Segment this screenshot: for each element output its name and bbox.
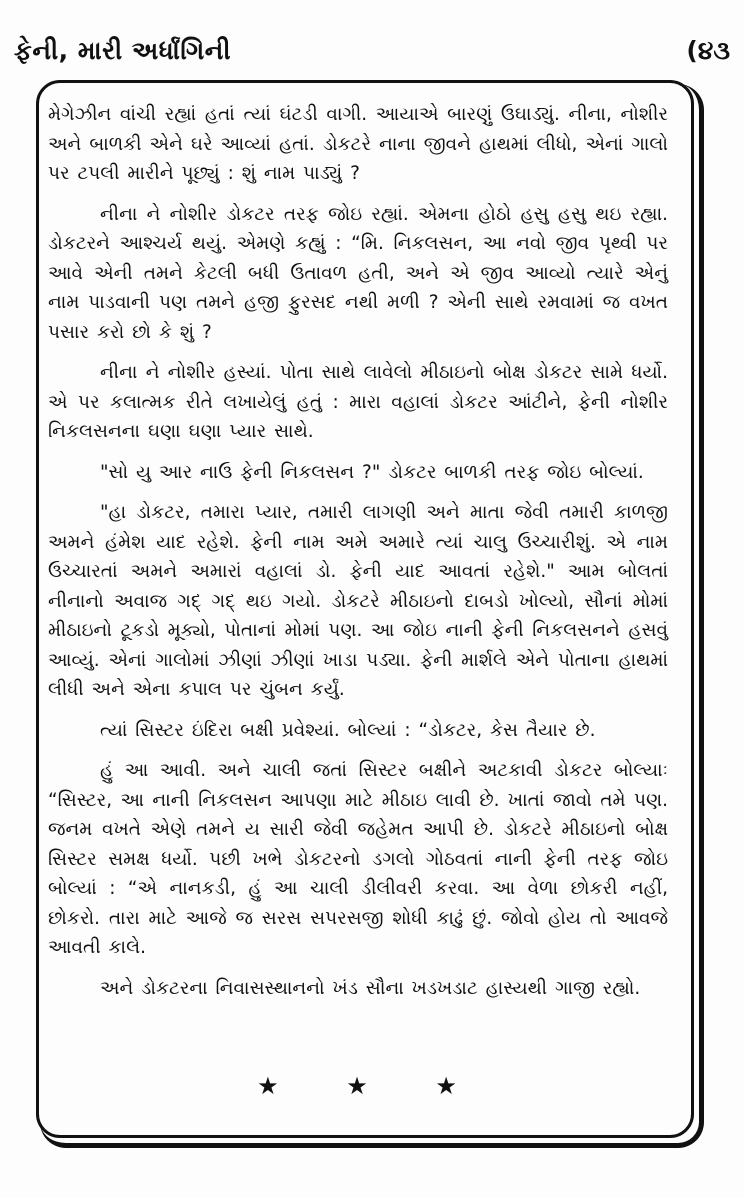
paragraph-7: હું આ આવી. અને ચાલી જતાં સિસ્ટર બક્ષીને અટકાવી ડોકટર બોલ્યાઃ “સિસ્ટર, આ નાની નિકલસન આપણા માટે મીઠાઇ લાવી છે. ખાતાં જાવો તમે પણ. જનમ વખતે એણે તમને ય સારી જેવી જહેમત આપી છે. ડોકટરે મીઠાઇનો બોક્ષ સિસ્ટર સમક્ષ ધર્યો. પછી ખભે ડોકટરનો ડગલો ગોઠવતાં નાની ફેની તરફ જોઇ બોલ્યાં : “એ નાનકડી, હું આ ચાલી ડીલીવરી કરવા. આ વેળા છોકરી નહીં, છોકરો. તારા માટે આજે જ સરસ સપરસજી શોધી કાઢું છું. જોવો હોય તો આવજે આવતી કાલે. bbox=[48, 760, 668, 958]
paragraph-8: અને ડોકટરના નિવાસસ્થાનનો ખંડ સૌના ખડખડાટ હાસ્યથી ગાજી રહ્યો. bbox=[100, 977, 641, 999]
paragraph-6: ત્યાં સિસ્ટર ઇંદિરા બક્ષી પ્રવેશ્યાં. બોલ્યાં : “ડોકટર, કેસ તૈયાર છે. bbox=[100, 719, 596, 741]
paragraph-3: નીના ને નોશીર હસ્યાં. પોતા સાથે લાવેલો મીઠાઇનો બોક્ષ ડોકટર સામે ધર્યો. એ પર કલાત્મક રીતે લખાયેલું હતું : મારા વહાલાં ડોકટર આંટીને, ફેની નોશીર નિકલસનના ઘણા ઘણા પ્યાર સાથે. bbox=[48, 362, 668, 442]
running-header bbox=[14, 36, 730, 76]
body-text bbox=[48, 100, 668, 1014]
page-number: (૪૩ bbox=[686, 36, 730, 65]
chapter-title: ફેની, મારી અર્ધાંગિની bbox=[14, 36, 232, 65]
paragraph-5: "હા ડોકટર, તમારા પ્યાર, તમારી લાગણી અને માતા જેવી તમારી કાળજી અમને હંમેશ યાદ રહેશે. ફેની નામ અમે અમારે ત્યાં ચાલુ ઉચ્ચારીશું. એ નામ ઉચ્ચારતાં અમને અમારાં વહાલાં ડો. ફેની યાદ આવતાં રહેશે." આમ બોલતાં નીનાનો અવાજ ગદ્ ગદ્ થઇ ગયો. ડોકટરે મીઠાઇનો દાબડો ખોલ્યો, સૌનાં મોમાં મીઠાઇનો ટૂકડો મૂક્યો, પોતાનાં મોમાં પણ. આ જોઇ નાની ફેની નિકલસનને હસવું આવ્યું. એનાં ગાલોમાં ઝીણાં ઝીણાં ખાડા પડ્યા. ફેની માર્શલે એને પોતાના હાથમાં લીધી અને એના કપાલ પર ચુંબન કર્યું. bbox=[48, 502, 668, 700]
paragraph-1: મેગેઝીન વાંચી રહ્યાં હતાં ત્યાં ઘંટડી વાગી. આયાએ બારણું ઉઘાડ્યું. નીના, નોશીર અને બાળકી એને ઘરે આવ્યાં હતાં. ડોકટરે નાના જીવને હાથમાં લીધો, એનાં ગાલો પર ટપલી મારીને પૂછ્યું : શું નામ પાડ્યું ? bbox=[48, 104, 668, 184]
paragraph-4: "સો યુ આર નાઉ ફેની નિકલસન ?" ડોકટર બાળકી તરફ જોઇ બોલ્યાં. bbox=[100, 461, 644, 483]
paragraph-2: નીના ને નોશીર ડોકટર તરફ જોઇ રહ્યાં. એમના હોઠો હસુ હસુ થઇ રહ્યા. ડોકટરને આશ્ચર્ય થયું. એમણે કહ્યું : “મિ. નિકલસન, આ નવો જીવ પૃથ્વી પર આવે એની તમને કેટલી બધી ઉતાવળ હતી, અને એ જીવ આવ્યો ત્યારે એનું નામ પાડવાની પણ તમને હજી ફુરસદ નથી મળી ? એની સાથે રમવામાં જ વખત પસાર કરો છો કે શું ? bbox=[48, 203, 668, 343]
section-break-stars: ★ ★ ★ bbox=[257, 1072, 487, 1100]
